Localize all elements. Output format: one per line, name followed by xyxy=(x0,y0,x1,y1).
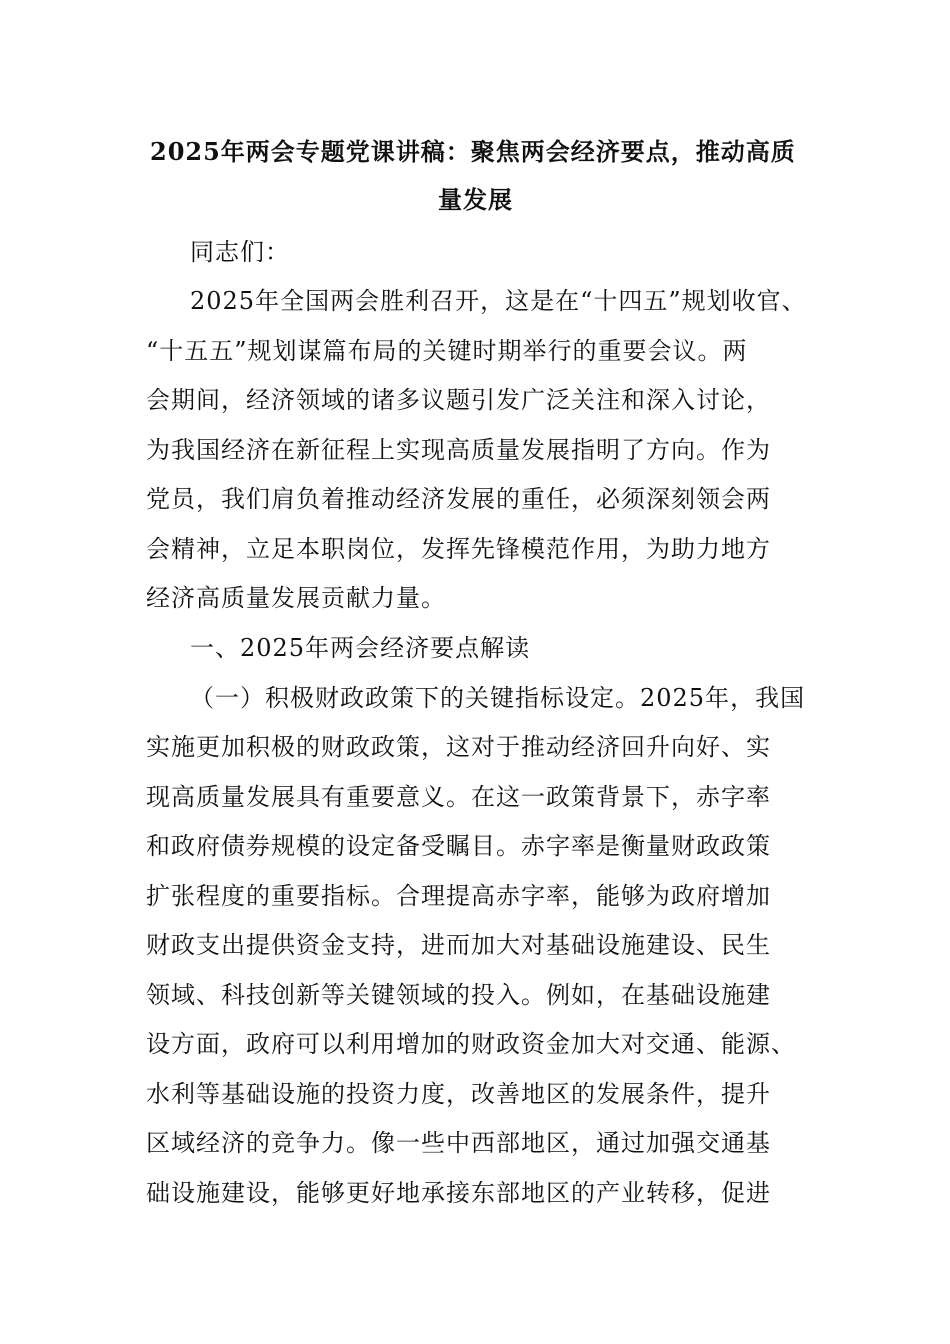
paragraph-line: 党员，我们肩负着推动经济发展的重任，必须深刻领会两 xyxy=(146,485,771,513)
paragraph-line: 扩张程度的重要指标。合理提高赤字率，能够为政府增加 xyxy=(146,882,771,910)
paragraph-line: 设方面，政府可以利用增加的财政资金加大对交通、能源、 xyxy=(146,1030,796,1058)
paragraph-line: 实施更加积极的财政政策，这对于推动经济回升向好、实 xyxy=(146,733,771,761)
paragraph-line: （一）积极财政政策下的关键指标设定。2025年，我国 xyxy=(190,684,806,712)
document-title-line-2: 量发展 xyxy=(438,185,513,214)
paragraph-line: “十五五”规划谋篇布局的关键时期举行的重要会议。两 xyxy=(146,337,748,365)
paragraph-line: 和政府债券规模的设定备受瞩目。赤字率是衡量财政政策 xyxy=(146,832,771,860)
paragraph-line: 领域、科技创新等关键领域的投入。例如，在基础设施建 xyxy=(146,981,771,1009)
paragraph-line: 经济高质量发展贡献力量。 xyxy=(146,584,446,612)
paragraph-line: 水利等基础设施的投资力度，改善地区的发展条件，提升 xyxy=(146,1080,771,1108)
section-heading: 一、2025年两会经济要点解读 xyxy=(190,634,531,662)
paragraph-line: 财政支出提供资金支持，进而加大对基础设施建设、民生 xyxy=(146,931,771,959)
paragraph-line: 会精神，立足本职岗位，发挥先锋模范作用，为助力地方 xyxy=(146,535,771,563)
document-title-line-1: 2025年两会专题党课讲稿：聚焦两会经济要点，推动高质 xyxy=(150,137,796,166)
paragraph-line: 2025年全国两会胜利召开，这是在“十四五”规划收官、 xyxy=(190,287,807,315)
paragraph-line: 现高质量发展具有重要意义。在这一政策背景下，赤字率 xyxy=(146,783,771,811)
paragraph-line: 会期间，经济领域的诸多议题引发广泛关注和深入讨论， xyxy=(146,386,771,414)
paragraph-line: 区域经济的竞争力。像一些中西部地区，通过加强交通基 xyxy=(146,1129,771,1157)
paragraph-line: 为我国经济在新征程上实现高质量发展指明了方向。作为 xyxy=(146,436,771,464)
paragraph-line: 础设施建设，能够更好地承接东部地区的产业转移，促进 xyxy=(146,1179,771,1207)
salutation: 同志们： xyxy=(190,238,290,266)
